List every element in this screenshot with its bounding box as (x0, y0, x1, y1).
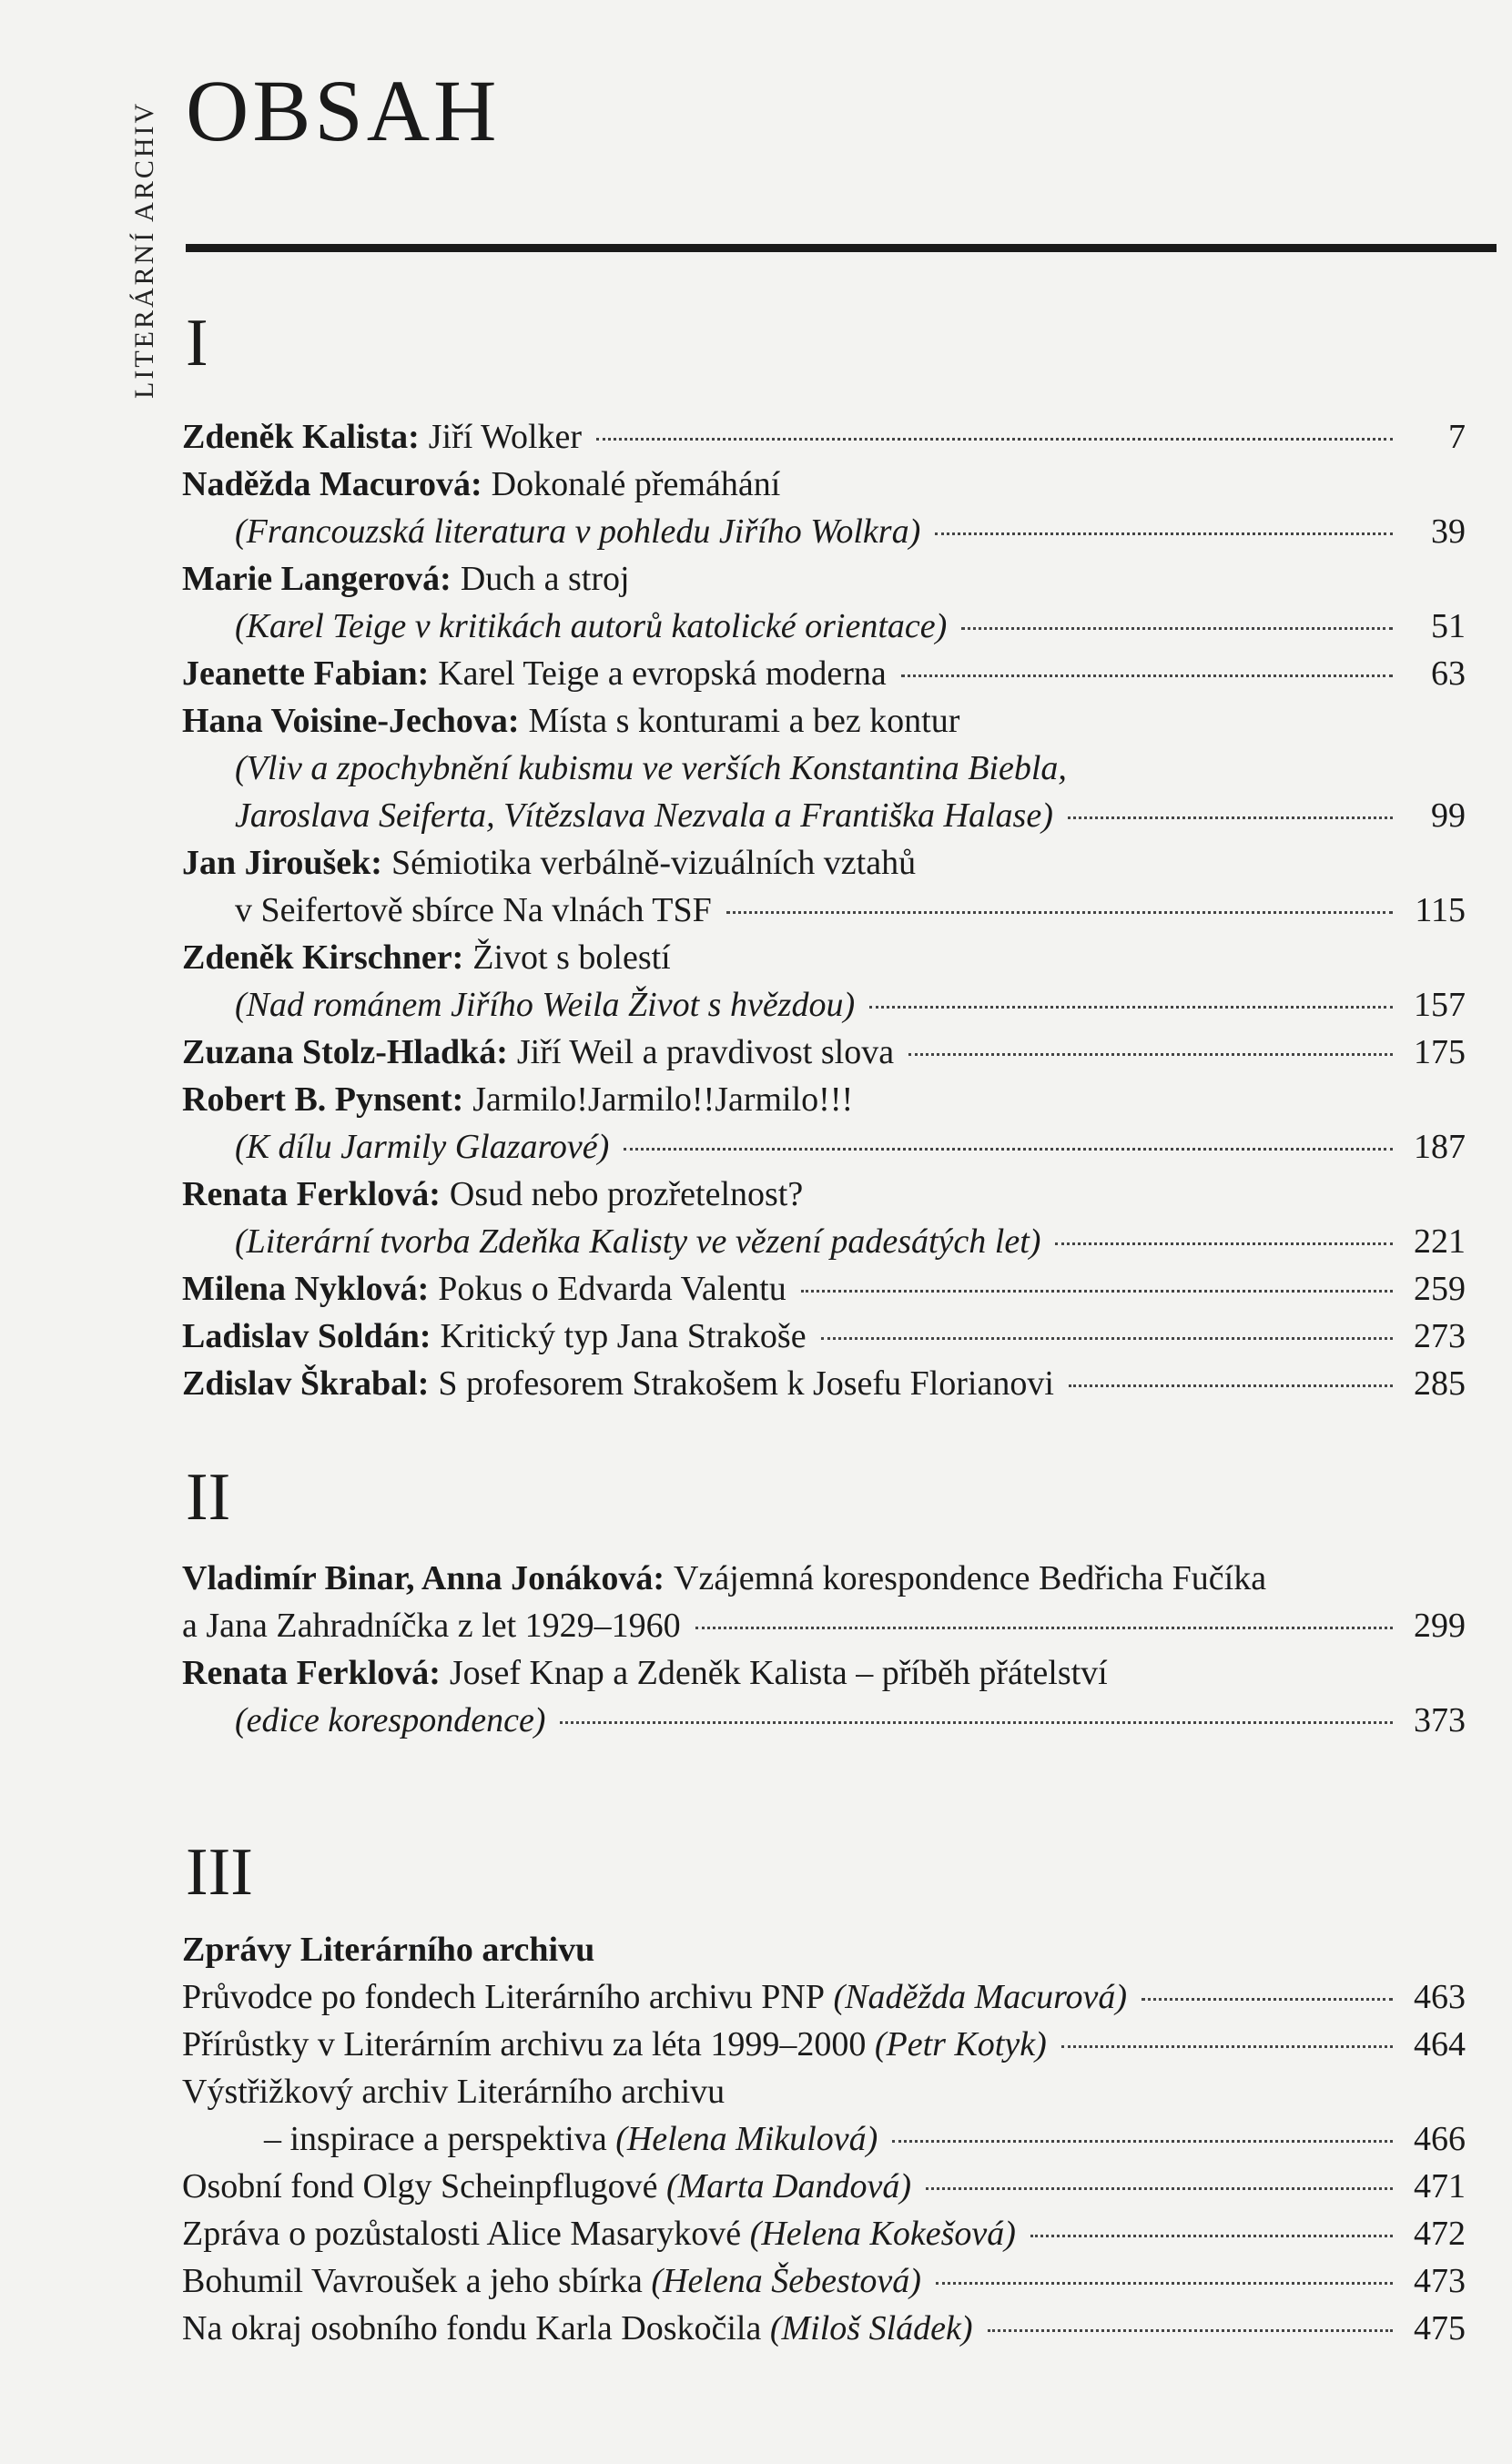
entry-title: (Karel Teige v kritikách autorů katolické orientace) (235, 607, 948, 645)
toc-line (182, 1080, 1466, 1127)
entry-title: Osobní fond Olgy Scheinpflugové (182, 2167, 658, 2205)
dot-leader (624, 1148, 1393, 1151)
page-number: 463 (1414, 1978, 1466, 2016)
entry-title: Jiří Weil a pravdivost slova (516, 1033, 895, 1071)
entry-title: Vzájemná korespondence Bedřicha Fučíka (674, 1559, 1267, 1597)
entry-author: Jeanette Fabian: (182, 654, 430, 693)
section-number: I (186, 306, 208, 380)
entry-author: Zdeněk Kalista: (182, 418, 420, 456)
entry-author: Renata Ferklová: (182, 1175, 441, 1213)
section-subheading: Zprávy Literárního archivu (182, 1931, 595, 1969)
toc-line (182, 2166, 1466, 2214)
section-number: II (186, 1460, 231, 1535)
entry-title: v Seifertově sbírce Na vlnách TSF (235, 891, 712, 929)
entry-contributor: (Petr Kotyk) (874, 2025, 1047, 2063)
page-number: 99 (1431, 796, 1466, 835)
entry-author: Zuzana Stolz-Hladká: (182, 1033, 508, 1071)
toc-entry[interactable] (182, 1364, 1466, 1411)
toc-entry[interactable] (182, 2166, 1466, 2214)
page-number: 187 (1414, 1128, 1466, 1166)
dot-leader (936, 2282, 1393, 2285)
side-label: LITERÁRNÍ ARCHIV (129, 100, 159, 399)
dot-leader (935, 532, 1393, 535)
page-number: 39 (1431, 512, 1466, 551)
toc-line (182, 1174, 1466, 1222)
dot-leader (801, 1290, 1393, 1293)
toc-line (182, 1653, 1466, 1700)
page-number: 466 (1414, 2120, 1466, 2158)
entry-title: a Jana Zahradníčka z let 1929–1960 (182, 1607, 681, 1645)
section-number: III (186, 1835, 253, 1910)
page-number: 7 (1448, 418, 1466, 456)
toc-entry[interactable] (182, 1032, 1466, 1080)
entry-author: Marie Langerová: (182, 560, 452, 598)
toc-entry[interactable] (182, 2308, 1466, 2356)
dot-leader (695, 1627, 1393, 1629)
entry-title: (Literární tvorba Zdeňka Kalisty ve vězení padesátých let) (235, 1222, 1041, 1261)
dot-leader (926, 2187, 1393, 2190)
entry-title: Průvodce po fondech Literárního archivu PNP (182, 1978, 825, 2016)
entry-title: (Vliv a zpochybnění kubismu ve verších Konstantina Biebla, (235, 749, 1067, 787)
entry-title: (edice korespondence) (235, 1701, 546, 1739)
toc-line (182, 606, 1466, 654)
toc-line (182, 559, 1466, 606)
toc-entry[interactable] (182, 2261, 1466, 2308)
toc-line (182, 1700, 1466, 1748)
toc-line (182, 1269, 1466, 1316)
toc-line (182, 1558, 1466, 1606)
entry-title: Zpráva o pozůstalosti Alice Masarykové (182, 2215, 742, 2253)
dot-leader (1069, 1384, 1393, 1387)
toc-line (182, 2214, 1466, 2261)
page-number: 464 (1414, 2025, 1466, 2063)
entry-author: Hana Voisine-Jechova: (182, 702, 520, 740)
toc-line (182, 2261, 1466, 2308)
toc-line (182, 938, 1466, 985)
title-rule (186, 244, 1497, 252)
page-number: 175 (1414, 1033, 1466, 1071)
entry-author: Vladimír Binar, Anna Jonáková: (182, 1559, 665, 1597)
entry-author: Ladislav Soldán: (182, 1317, 431, 1355)
entry-author: Robert B. Pynsent: (182, 1080, 464, 1119)
entry-contributor: (Naděžda Macurová) (833, 1978, 1128, 2016)
entry-title: Jaroslava Seiferta, Vítězslava Nezvala a Františka Halase) (235, 796, 1053, 835)
entry-title: Osud nebo prozřetelnost? (449, 1175, 804, 1213)
toc-line (182, 464, 1466, 512)
page-number: 259 (1414, 1270, 1466, 1308)
entry-title: Karel Teige a evropská moderna (438, 654, 887, 693)
entry-contributor: (Helena Šebestová) (651, 2262, 921, 2300)
dot-leader (869, 1006, 1393, 1009)
toc-entry[interactable] (182, 2024, 1466, 2072)
toc-line (182, 2308, 1466, 2356)
dot-leader (961, 627, 1393, 630)
toc-line (182, 2072, 1466, 2119)
entry-contributor: (Marta Dandová) (665, 2167, 912, 2205)
toc-entry[interactable] (182, 2214, 1466, 2261)
page-number: 472 (1414, 2215, 1466, 2253)
dot-leader (726, 911, 1393, 914)
page-title: OBSAH (186, 62, 501, 159)
toc-entry[interactable] (182, 417, 1466, 464)
dot-leader (1142, 1998, 1393, 2001)
page-number: 285 (1414, 1364, 1466, 1403)
toc-line (182, 1222, 1466, 1269)
entry-contributor: (Helena Mikulová) (615, 2120, 878, 2158)
toc-line (182, 748, 1466, 796)
dot-leader (560, 1721, 1393, 1724)
toc-entry[interactable] (182, 2072, 1466, 2166)
page-number: 471 (1414, 2167, 1466, 2205)
entry-title: Výstřižkový archiv Literárního archivu (182, 2073, 726, 2111)
toc-line (182, 701, 1466, 748)
entry-title: Sémiotika verbálně-vizuálních vztahů (391, 844, 917, 882)
entry-title: Bohumil Vavroušek a jeho sbírka (182, 2262, 643, 2300)
entry-contributor: (Miloš Sládek) (769, 2309, 973, 2347)
page-number: 157 (1414, 986, 1466, 1024)
dot-leader (1030, 2235, 1393, 2237)
dot-leader (892, 2140, 1393, 2143)
entry-title: Pokus o Edvarda Valentu (438, 1270, 786, 1308)
entry-title: Josef Knap a Zdeněk Kalista – příběh přátelství (449, 1654, 1108, 1692)
page-number: 115 (1415, 891, 1466, 929)
toc-line (182, 512, 1466, 559)
dot-leader (596, 438, 1393, 441)
dot-leader (908, 1053, 1393, 1056)
page-number: 299 (1414, 1607, 1466, 1645)
toc-line (182, 2024, 1466, 2072)
dot-leader (988, 2329, 1393, 2332)
toc-line (182, 1032, 1466, 1080)
dot-leader (821, 1337, 1393, 1340)
entry-title: Místa s konturami a bez kontur (528, 702, 960, 740)
entry-title: Jarmilo!Jarmilo!!Jarmilo!!! (472, 1080, 854, 1119)
toc-entry[interactable] (182, 559, 1466, 654)
entry-title: Kritický typ Jana Strakoše (440, 1317, 807, 1355)
page-number: 51 (1431, 607, 1466, 645)
page-number: 475 (1414, 2309, 1466, 2347)
entry-title: (Francouzská literatura v pohledu Jiřího Wolkra) (235, 512, 921, 551)
entry-title: S profesorem Strakošem k Josefu Florianovi (438, 1364, 1054, 1403)
entry-title: Dokonalé přemáhání (491, 465, 781, 503)
toc-entry[interactable] (182, 843, 1466, 938)
page-number: 473 (1414, 2262, 1466, 2300)
page-number: 273 (1414, 1317, 1466, 1355)
toc-entry[interactable] (182, 1558, 1466, 1653)
page-number: 63 (1431, 654, 1466, 693)
dot-leader (901, 674, 1393, 677)
toc-entry[interactable] (182, 701, 1466, 843)
toc-line (182, 843, 1466, 890)
toc-entry[interactable] (182, 1269, 1466, 1316)
entry-title: Přírůstky v Literárním archivu za léta 1999–2000 (182, 2025, 867, 2063)
entry-title: Na okraj osobního fondu Karla Doskočila (182, 2309, 762, 2347)
toc-entry[interactable] (182, 464, 1466, 559)
toc-line (182, 1127, 1466, 1174)
toc-line (182, 1316, 1466, 1364)
entry-author: Renata Ferklová: (182, 1654, 441, 1692)
toc-entry[interactable] (182, 1174, 1466, 1269)
toc-line (182, 2119, 1466, 2166)
entry-contributor: (Helena Kokešová) (749, 2215, 1016, 2253)
dot-leader (1061, 2045, 1393, 2048)
entry-author: Naděžda Macurová: (182, 465, 482, 503)
entry-author: Milena Nyklová: (182, 1270, 430, 1308)
page-number: 373 (1414, 1701, 1466, 1739)
toc-line (182, 985, 1466, 1032)
entry-author: Jan Jiroušek: (182, 844, 382, 882)
entry-title: (Nad románem Jiřího Weila Život s hvězdou) (235, 986, 856, 1024)
toc-line (182, 1977, 1466, 2024)
toc-line (182, 654, 1466, 701)
toc-entry[interactable] (182, 1080, 1466, 1174)
entry-title: Život s bolestí (472, 938, 671, 977)
toc-line (182, 417, 1466, 464)
toc-entry[interactable] (182, 1977, 1466, 2024)
dot-leader (1055, 1242, 1393, 1245)
entry-title: Jiří Wolker (428, 418, 583, 456)
entry-author: Zdeněk Kirschner: (182, 938, 464, 977)
toc-entry[interactable] (182, 1316, 1466, 1364)
toc-entry[interactable] (182, 654, 1466, 701)
toc-line (182, 1364, 1466, 1411)
dot-leader (1068, 816, 1393, 819)
page-number: 221 (1414, 1222, 1466, 1261)
entry-title: (K dílu Jarmily Glazarové) (235, 1128, 610, 1166)
entry-title: – inspirace a perspektiva (264, 2120, 607, 2158)
toc-line (182, 1606, 1466, 1653)
entry-author: Zdislav Škrabal: (182, 1364, 430, 1403)
toc-entry[interactable] (182, 938, 1466, 1032)
entry-title: Duch a stroj (460, 560, 630, 598)
toc-line (182, 890, 1466, 938)
toc-line (182, 796, 1466, 843)
toc-entry[interactable] (182, 1653, 1466, 1748)
